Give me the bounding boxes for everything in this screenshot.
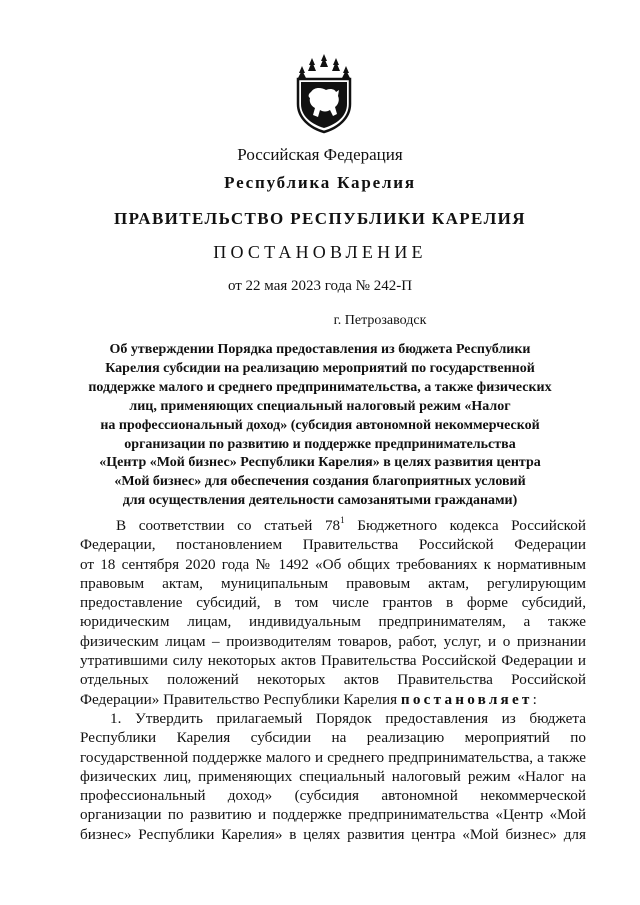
body-line: В соответствии со статьей $78^1$ Бюджетного кодекса Российской — [116, 515, 587, 534]
document-date-number: от 22 мая 2023 года № 242-П — [227, 278, 413, 294]
republic-name: Республика Карелия — [224, 173, 416, 192]
government-name: ПРАВИТЕЛЬСТВО РЕСПУБЛИКИ КАРЕЛИЯ — [114, 209, 526, 228]
title-line: на профессиональный доход» (субсидия автономной некоммерческой — [100, 417, 540, 433]
body-line: утратившими силу некоторых актов Правительства Российской Федерации и — [80, 652, 586, 670]
body-line: юридическим лицам, индивидуальным предпринимателям, а также — [80, 613, 586, 631]
title-line: Карелия субсидии на реализацию мероприятий по государственной — [105, 360, 535, 376]
title-line: для осуществления деятельности самозанятыми гражданами) — [122, 493, 518, 509]
body-line: Федерации, постановлением Правительства Российской Федерации — [80, 536, 586, 554]
body-line: Федерации» Правительство Республики Карелия постановляет: — [80, 690, 537, 708]
title-line: лиц, применяющих специальный налоговый режим «Налог — [129, 398, 511, 414]
body-line: физическим лицам – производителям товаров, работ, услуг, и о признании — [80, 632, 586, 650]
document-type: ПОСТАНОВЛЕНИЕ — [213, 242, 427, 262]
body-line: профессиональный доход» (субсидия автономной некоммерческой — [80, 787, 586, 805]
body-line: от 18 сентября 2020 года № 1492 «Об общих требованиях к нормативным — [80, 555, 586, 573]
body-line: государственной поддержке малого и среднего предпринимательства, а также — [80, 748, 586, 766]
superscript: 1 — [340, 515, 345, 525]
coat-of-arms-karelia-icon — [294, 52, 354, 134]
body-line: Республики Карелия субсидии на реализацию мероприятий по — [80, 729, 586, 747]
body-line: предоставление субсидий, в том числе грантов в форме субсидий, — [80, 594, 586, 612]
title-line: Об утверждении Порядка предоставления из бюджета Республики — [109, 342, 531, 357]
body-line: правовым актам, муниципальным правовым актам, регулирующим — [80, 574, 586, 592]
document-title — [80, 341, 560, 511]
body-line: отдельных положений некоторых актов Правительства Российской — [80, 671, 586, 689]
body-line: 1. Утвердить прилагаемый Порядок предоставления из бюджета — [110, 709, 586, 727]
title-line: «Центр «Мой бизнес» Республики Карелия» в целях развития центра — [99, 455, 541, 471]
title-line: «Мой бизнес» для обеспечения создания благоприятных условий — [114, 474, 526, 490]
title-line: организации по развитию и поддержке предпринимательства — [124, 436, 516, 452]
document-city: г. Петрозаводск — [333, 313, 427, 328]
body-line: физических лиц, применяющих специальный налоговый режим «Налог на — [80, 767, 586, 785]
body-line: организации по развитию и поддержке предпринимательства «Центр «Мой — [80, 806, 586, 824]
title-line: поддержке малого и среднего предпринимательства, а также физических — [88, 379, 552, 395]
preamble-paragraph — [80, 516, 586, 709]
document-body — [80, 516, 586, 844]
resolves-word: постановляет — [400, 690, 533, 708]
country-name: Российская Федерация — [237, 145, 403, 164]
clause-1-paragraph — [80, 709, 586, 844]
body-line: бизнес» Республики Карелия» в целях развития центра «Мой бизнес» для — [80, 825, 586, 843]
